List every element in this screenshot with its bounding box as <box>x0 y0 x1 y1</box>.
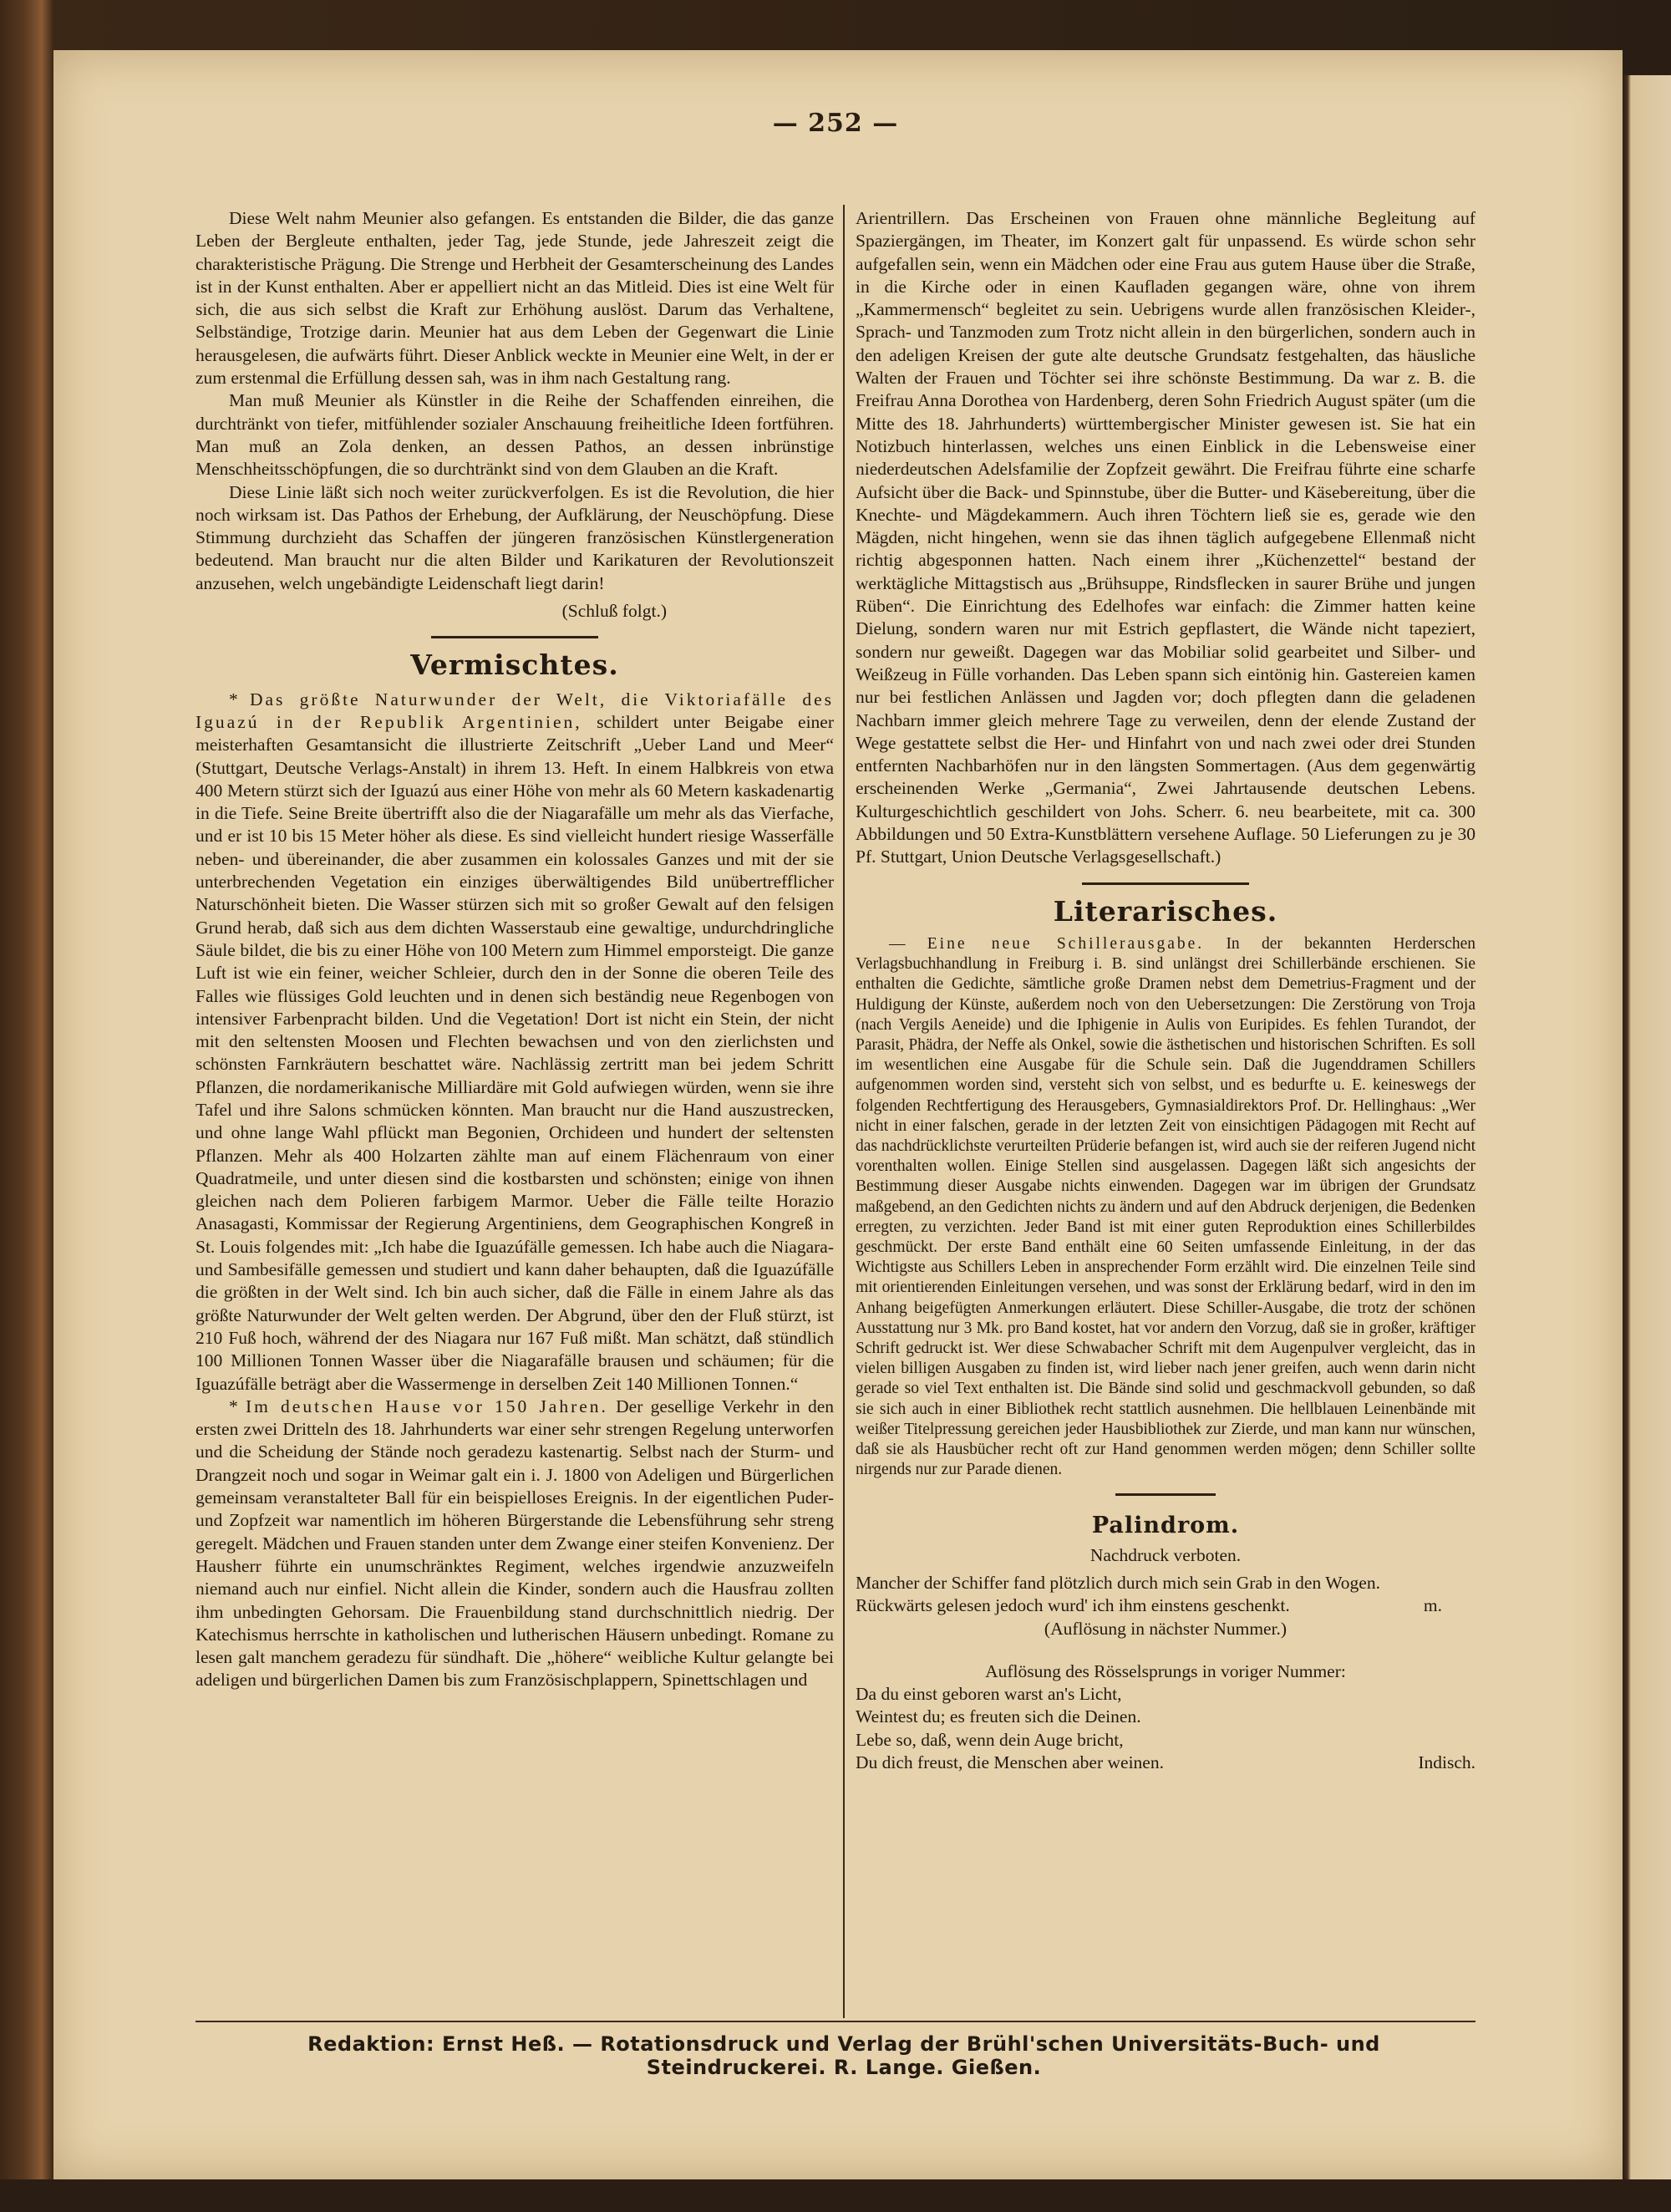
palindrom-line-2 <box>856 1594 1475 1617</box>
right-column <box>856 207 1475 1774</box>
loesung-next-note: (Auflösung in nächster Nummer.) <box>1044 1618 1288 1639</box>
palindrom-line-1: Mancher der Schiffer fand plötzlich durch mich sein Grab in den Wogen. <box>856 1572 1380 1593</box>
article-iguazu-body: schildert unter Beigabe einer meisterhaften Gesamtansicht die illustrierte Zeitschrift „Ueber Land und Meer“ (Stuttgart, Deutsche Verlags-Anstalt) in ihrem 13. Heft. In einem Halbkreis von etwa 400 Metern stürzt sich der Iguazú aus einer Höhe von mehr als 60 Metern kaskadenartig in die Tiefe. Seine Breite übertrifft also die der Niagarafälle um mehr als das Vierfache, und er ist 10 bis 15 Meter höher als diese. Es sind vielleicht hundert riesige Wasserfälle neben- und übereinander, die aber zusammen ein kolossales Ganzes und mit der sie unterbrechenden Vegetation ein einziges überwältigendes Bild unübertrefflicher Naturschönheit bieten. Die Wasser stürzen sich mit so großer Gewalt auf den felsigen Grund herab, daß sich aus dem dichten Wasserstaub eine gewaltige, undurchdringliche Säule bildet, die bis zu einer Höhe von 100 Metern zum Himmel emporsteigt. Die ganze Luft ist wie ein feiner, weicher Schleier, durch den in der Sonne die oberen Teile des Falles wie flüssiges Gold leuchten und in denen sich beständig neue Regenbogen von intensiver Farbenpracht bilden. Und die Vegetation! Dort ist nicht ein Stein, der nicht mit den seltensten Moosen und Flechten bewachsen und von den zierlichsten und schönsten Farnkräutern beschattet wäre. Nachlässig zertritt man bei jedem Schritt Pflanzen, die nordamerikanische Milliardäre mit Gold aufwiegen würden, wenn sie ihre Tafel und ihre Salons schmücken könnten. Man braucht nur die Hand auszustrecken, und ohne lange Wahl pflückt man Begonien, Orchideen und hundert der seltensten Pflanzen. Mehr als 400 Holzarten zählte man auf einem Flächenraum von einer Quadratmeile, und unter diesen sind die kostbarsten und schönsten; einige von ihnen gleichen nach dem Polieren farbigem Marmor. Ueber die Fälle teilte Horazio Anasagasti, Kommissar der Regierung Argentiniens, dem Geographischen Kongreß in St. Louis folgendes mit: „Ich habe die Iguazúfälle gemessen. Ich habe auch die Niagara- und Sambesifälle gemessen und studiert und kann daher behaupten, daß die Iguazúfälle die größten in der Welt sind. Ich bin auch sicher, daß die Fälle in einem Jahre als das größte Naturwunder der Welt gelten werden. Der Abgrund, über den der Fluß stürzt, ist 210 Fuß hoch, während der des Niagara nur 167 Fuß mißt. Man schätzt, daß stündlich 100 Millionen Tonnen Wasser über die Niagarafälle brausen und schäumen; für die Iguazúfälle beträgt aber die Wassermenge in derselben Zeit 140 Millionen Tonnen.“ <box>196 711 834 1394</box>
article-schillerausgabe: — Eine neue Schillerausgabe. In der bekannten Herderschen Verlagsbuchhandlung in Freiburg i. B. sind unlängst drei Schillerbände erschienen. Sie enthalten die Gedichte, sämtliche große Dramen nebst dem Demetrius-Fragment und der Huldigung der Künste, außerdem noch von den Uebersetzungen: Die Zerstörung von Troja (nach Vergils Aeneide) und die Iphigenie in Aulis von Euripides. Es fehlen Turandot, der Parasit, Phädra, der Neffe als Onkel, sowie die ästhetischen und historischen Schriften. Es soll im wesentlichen eine Ausgabe für die Schule sein. Daß die Jugenddramen Schillers aufgenommen worden sind, versteht sich von selbst, und es bedurfte u. E. keineswegs der folgenden Rechtfertigung des Herausgebers, Gymnasialdirektors Prof. Dr. Hellinghaus: „Wer nicht in einer falschen, gerade in der letzten Zeit von einsichtigen Pädagogen mit Recht auf das nachdrücklichste verurteilten Prüderie befangen ist, wird auch sie der reiferen Jugend nicht vorenthalten wollen. Einige Stellen sind ausgelassen. Dagegen läßt sich angesichts der Bestimmung dieser Ausgabe nichts einwenden. Dagegen war im übrigen der Grundsatz maßgebend, an den Gedichten nichts zu ändern und auf den Abdruck derjenigen, die Bedenken erregten, zu verzichten. Jeder Band ist mit einer guten Reproduktion eines Schillerbildes geschmückt. Der erste Band enthält eine 60 Seiten umfassende Einleitung, in der das Wichtigste aus Schillers Leben in ansprechender Form erzählt wird. Die einzelnen Teile sind mit orientierenden Einleitungen versehen, und was sonst der Erklärung bedarf, wird in den im Anhang beigefügten Anmerkungen erläutert. Diese Schiller-Ausgabe, die trotz der schönen Ausstattung nur 3 Mk. pro Band kostet, hat vor andern den Vorzug, daß sie in großer, kräftiger Schrift gedruckt ist. Wer diese Schwabacher Schrift mit dem Augenpulver vergleicht, das in vielen billigen Ausgaben zu finden ist, wird lieber nach jener greifen, auch wenn darin nicht gerade so viel Text enthalten ist. Die Bände sind solid und geschmackvoll gebunden, so daß sie sich auch in einer Bibliothek recht stattlich ausnehmen. Die hellblauen Leinenbände mit weißer Titelpressung gereichen jeder Hausbibliothek zur Zierde, und man kann nur wünschen, daß sie als Hausbücher recht oft zur Hand genommen werden mögen; denn Schiller sollte nirgends nur zur Parade dienen. <box>856 934 1476 1479</box>
article-deutsches-haus-body: Der gesellige Verkehr in den ersten zwei Dritteln des 18. Jahrhunderts war einer sehr strengen Regelung unterworfen und die Scheidung der Stände noch geradezu kastenartig. Selbst nach der Sturm- und Drangzeit noch und sogar in Weimar galt ein i. J. 1800 von Adeligen und Bürgerlichen gemeinsam veranstalteter Ball für ein beispielloses Ereignis. In der eigentlichen Puder- und Zopfzeit war namentlich im höheren Bürgerstande die Lebensführung sehr streng geregelt. Mädchen und Frauen standen unter dem Zwange einer steifen Konvenienz. Der Hausherr führte ein unumschränktes Regiment, welches irgendwie anzuzweifeln niemand auch nur einfiel. Nicht allein die Kinder, sondern auch die Hausfrau zollten ihm unbedingten Gehorsam. Die Frauenbildung stand durchschnittlich niedrig. Der Katechismus herrschte in katholischen und lutherischen Häusern unbedingt. Romane zu lesen galt manchem geradezu für sündhaft. Die „höhere“ weibliche Kultur gelangte bei adeligen und bürgerlichen Damen bis zum Französischplappern, Spinettschlagen und <box>196 1396 835 1691</box>
footer-rule <box>196 2021 1475 2022</box>
page-number: — 252 — <box>772 109 899 138</box>
section-heading-literarisches: Literarisches. <box>1053 894 1278 928</box>
article-deutsches-haus: * Im deutschen Hause vor 150 Jahren. Der gesellige Verkehr in den ersten zwei Dritteln des 18. Jahrhunderts war einer sehr strengen Regelung unterworfen und die Scheidung der Stände noch geradezu kastenartig. Selbst nach der Sturm- und Drangzeit noch und sogar in Weimar galt ein i. J. 1800 von Adeligen und Bürgerlichen gemeinsam veranstalteter Ball für ein beispielloses Ereignis. In der eigentlichen Puder- und Zopfzeit war namentlich im höheren Bürgerstande die Lebensführung sehr streng geregelt. Mädchen und Frauen standen unter dem Zwange einer steifen Konvenienz. Der Hausherr führte ein unumschränktes Regiment, welches irgendwie anzuzweifeln niemand auch nur einfiel. Nicht allein die Kinder, sondern auch die Hausfrau zollten ihm unbedingten Gehorsam. Die Frauenbildung stand durchschnittlich niedrig. Der Katechismus herrschte in katholischen und lutherischen Häusern unbedingt. Romane zu lesen galt manchem geradezu für sündhaft. Die „höhere“ weibliche Kultur gelangte bei adeligen und bürgerlichen Damen bis zum Französischplappern, Spinettschlagen und <box>196 1396 835 1691</box>
article-iguazu: * Das größte Naturwunder der Welt, die Viktoriafälle des Iguazú in der Republik Argentinien, schildert unter Beigabe einer meisterhaften Gesamtansicht die illustrierte Zeitschrift „Ueber Land und Meer“ (Stuttgart, Deutsche Verlags-Anstalt) in ihrem 13. Heft. In einem Halbkreis von etwa 400 Metern stürzt sich der Iguazú aus einer Höhe von mehr als 60 Metern kaskadenartig in die Tiefe. Seine Breite übertrifft also die der Niagarafälle um mehr als das Vierfache, und er ist 10 bis 15 Meter höher als diese. Es sind vielleicht hundert riesige Wasserfälle neben- und übereinander, die aber zusammen ein kolossales Ganzes und mit der sie unterbrechenden Vegetation ein einziges überwältigendes Bild unübertrefflicher Naturschönheit bieten. Die Wasser stürzen sich mit so großer Gewalt auf den felsigen Grund herab, daß sich aus dem dichten Wasserstaub eine gewaltige, undurchdringliche Säule bildet, die bis zu einer Höhe von 100 Metern zum Himmel emporsteigt. Die ganze Luft ist wie ein feiner, weicher Schleier, durch den in der Sonne die oberen Teile des Falles wie flüssiges Gold leuchten und in denen sich beständig neue Regenbogen von intensiver Farbenpracht bilden. Und die Vegetation! Dort ist nicht ein Stein, der nicht mit den seltensten Moosen und Flechten bewachsen und von den zierlichsten und schönsten Farnkräutern beschattet wäre. Nachlässig zertritt man bei jedem Schritt Pflanzen, die nordamerikanische Milliardäre mit Gold aufwiegen würden, wenn sie ihre Tafel und ihre Salons schmücken könnten. Man braucht nur die Hand auszustrecken, und ohne lange Wahl pflückt man Begonien, Orchideen und hundert der seltensten Pflanzen. Mehr als 400 Holzarten zählte man auf einem Flächenraum von einer Quadratmeile, und unter diesen sind die kostbarsten und schönsten; einige von ihnen gleichen nach dem Polieren farbigem Marmor. Ueber die Fälle teilte Horazio Anasagasti, Kommissar der Regierung Argentiniens, dem Geographischen Kongreß in St. Louis folgendes mit: „Ich habe die Iguazúfälle gemessen. Ich habe auch die Niagara- und Sambesifälle gemessen und studiert und kann daher behaupten, daß die Iguazúfälle die größten in der Welt sind. Ich bin auch sicher, daß die Fälle in einem Jahre als das größte Naturwunder der Welt gelten werden. Der Abgrund, über den der Fluß stürzt, ist 210 Fuß hoch, während der des Niagara nur 167 Fuß mißt. Man schätzt, daß stündlich 100 Millionen Tonnen Wasser über die Niagarafälle brausen und schäumen; für die Iguazúfälle beträgt aber die Wassermenge in derselben Zeit 140 Millionen Tonnen.“ <box>196 689 834 1394</box>
poem-line-2: Weintest du; es freuten sich die Deinen. <box>856 1706 1141 1727</box>
loesung-title: Auflösung des Rösselsprungs in voriger Nummer: <box>985 1660 1346 1681</box>
intro-paragraph-1: Diese Welt nahm Meunier also gefangen. Es entstanden die Bilder, die das ganze Leben der Bergleute enthalten, jeder Tag, jede Stunde, jede Jahreszeit zeigt die charakteristische Prägung. Die Strenge und Herbheit der Gesamterscheinung des Landes ist in der Kunst enthalten. Aber er appelliert nicht an das Mitleid. Dies ist eine Welt für sich, die aus sich selbst die Kraft zur Erhöhung auslöst. Darum das Verhaltene, Selbständige, Trotzige darin. Meunier hat aus dem Leben der Gegenwart die Linie herausgelesen, die aufwärts führt. Dieser Anblick weckte in Meunier eine Welt, in der er zum erstenmal die Erfüllung dessen sah, was in ihm nach Gestaltung rang. <box>196 208 834 389</box>
poem-signature: Indisch. <box>1418 1752 1475 1773</box>
article-schillerausgabe-title: Eine neue Schillerausgabe. <box>927 934 1205 953</box>
next-page-edge <box>1623 75 1671 2212</box>
poem-line-1: Da du einst geboren warst an's Licht, <box>856 1684 1122 1705</box>
section-heading-vermischtes: Vermischtes. <box>410 648 619 682</box>
imprint-footer: Redaktion: Ernst Heß. — Rotationsdruck und Verlag der Brühl'schen Universitäts-Buch- und Steindruckerei. R. Lange. Gießen. <box>307 2032 1380 2079</box>
poem-line-3: Lebe so, daß, wenn dein Auge bricht, <box>856 1729 1124 1750</box>
section-rule <box>1082 882 1249 885</box>
palindrom-line-2-text: Rückwärts gelesen jedoch wurd' ich ihm einstens geschenkt. <box>856 1595 1290 1616</box>
section-rule <box>431 636 598 638</box>
poem-line-4-text: Du dich freust, die Menschen aber weinen. <box>856 1752 1164 1773</box>
intro-paragraph-3: Diese Linie läßt sich noch weiter zurückverfolgen. Es ist die Revolution, die hier noch wirksam ist. Das Pathos der Erhebung, der Aufklärung, der Neuschöpfung. Diese Stimmung durchzieht das Schaffen der jüngeren französischen Künstlergeneration bedeutend. Man braucht nur die alten Bilder und Karikaturen der Revolutionszeit anzusehen, welch ungebändigte Leidenschaft liegt darin! <box>196 481 834 593</box>
column-divider <box>843 205 845 2018</box>
poem-line-4 <box>856 1752 1475 1774</box>
palindrom-heading: Palindrom. <box>1091 1513 1240 1539</box>
left-column <box>196 207 834 1692</box>
article-deutsches-haus-title: Im deutschen Hause vor 150 Jahren. <box>245 1396 608 1416</box>
palindrom-signature: m. <box>1423 1595 1442 1616</box>
continued-note: (Schluß folgt.) <box>561 601 667 622</box>
article-iguazu-title: Das größte Naturwunder der Welt, die Viktoriafälle des Iguazú in der Republik Argentinien, <box>196 689 834 732</box>
section-rule <box>1115 1493 1216 1496</box>
intro-paragraph-2: Man muß Meunier als Künstler in die Reihe der Schaffenden einreihen, die durchtränkt von tiefer, mitfühlender sozialer Anschauung freiheitliche Ideen fortführen. Man muß an Zola denken, an dessen Pathos, an dessen inbrünstige Menschheitsschöpfungen, die so durchtränkt sind von dem Glauben an die Kraft. <box>196 390 834 480</box>
bottom-shadow <box>0 2179 1671 2212</box>
nachdruck-note: Nachdruck verboten. <box>1089 1544 1242 1565</box>
continuation-paragraph: Arientrillern. Das Erscheinen von Frauen ohne männliche Begleitung auf Spaziergängen, im Theater, im Konzert galt für unpassend. Es würde schon sehr aufgefallen sein, wenn ein Mädchen oder eine Frau aus gutem Hause über die Straße, in die Kirche oder in einen Kaufladen gegangen wäre, ohne von ihrem „Kammermensch“ begleitet zu sein. Uebrigens wurde allen französischen Kleider-, Sprach- und Tanzmoden zum Trotz nicht allein in den bürgerlichen, sondern auch in den adeligen Kreisen der gute alte deutsche Grundsatz festgehalten, das häusliche Walten der Frauen und Töchter sei ihre schönste Bestimmung. Da war z. B. die Freifrau Anna Dorothea von Hardenberg, deren Sohn Friedrich August später (um die Mitte des 18. Jahrhunderts) württembergischer Minister gewesen ist. Sie hat ein Notizbuch hinterlassen, welches uns einen Einblick in die Lebensweise einer niederdeutschen Adelsfamilie der Zopfzeit gewährt. Die Freifrau führte eine scharfe Aufsicht über die Back- und Spinnstube, über die Butter- und Käsebereitung, über die Knechte- und Mägdekammern. Auch ihren Töchtern ließ sie es, gerade wie den Mägden, nicht hingehen, wenn sie das ihnen täglich aufgegebene Ellenmaß nicht richtig abgesponnen hatten. Nach einem ihrer „Küchenzettel“ bestand der werktägliche Mittagstisch aus „Brühsuppe, Rindsflecken in saurer Brühe und jungen Rüben“. Die Einrichtung des Edelhofes war einfach: die Zimmer hatten keine Dielung, sondern waren nur mit Estrich gepflastert, die Wände nicht tapeziert, sondern nur geweißt. Dagegen war das Mobiliar solid gearbeitet und Silber- und Weißzeug in Fülle vorhanden. Das Leben spann sich eintönig hin. Gastereien kamen nur bei festlichen Anlässen und Jagden vor; doch pflegten dann die geladenen Nachbarn immer gleich mehrere Tage zu verweilen, denn der elende Zustand der Wege gestattete selbst die Her- und Hinfahrt von und nach zwei oder drei Stunden entfernten Nachbarhöfen nur in den längsten Sommertagen. (Aus dem gegenwärtig erscheinenden Werke „Germania“, Zwei Jahrtausende deutschen Lebens. Kulturgeschichtlich geschildert von Johs. Scherr. 6. neu bearbeitete, mit ca. 300 Abbildungen und 50 Extra-Kunstblättern versehene Auflage. 50 Lieferungen zu je 30 Pf. Stuttgart, Union Deutsche Verlagsgesellschaft.) <box>856 208 1475 867</box>
article-schillerausgabe-body: In der bekannten Herderschen Verlagsbuchhandlung in Freiburg i. B. sind unlängst drei Schillerbände erschienen. Sie enthalten die Gedichte, sämtliche große Dramen nebst dem Demetrius-Fragment und der Huldigung der Künste, außerdem noch von den Uebersetzungen: Die Zerstörung von Troja (nach Vergils Aeneide) und die Iphigenie in Aulis von Euripides. Es fehlen Turandot, der Parasit, Phädra, der Neffe als Onkel, sowie die ästhetischen und historischen Schriften. Es soll im wesentlichen eine Ausgabe für die Schule sein. Daß die Jugenddramen Schillers aufgenommen worden sind, versteht sich von selbst, und es bedurfte u. E. keineswegs der folgenden Rechtfertigung des Herausgebers, Gymnasialdirektors Prof. Dr. Hellinghaus: „Wer nicht in einer falschen, gerade in der letzten Zeit von einsichtigen Pädagogen mit Recht auf das nachdrücklichste verurteilten Prüderie befangen ist, wird auch sie der reiferen Jugend nicht vorenthalten wollen. Einige Stellen sind ausgelassen. Dagegen läßt sich angesichts der Bestimmung dieser Ausgabe nichts einwenden. Dagegen war im übrigen der Grundsatz maßgebend, an den Gedichten nichts zu ändern und auf den Abdruck derjenigen, die Bedenken erregten, zu verzichten. Jeder Band ist mit einer guten Reproduktion eines Schillerbildes geschmückt. Der erste Band enthält eine 60 Seiten umfassende Einleitung, in der das Wichtigste aus Schillers Leben in ansprechender Form erzählt wird. Die einzelnen Teile sind mit orientierenden Einleitungen versehen, und was sonst der Erklärung bedarf, wird in den im Anhang beigefügten Anmerkungen erläutert. Diese Schiller-Ausgabe, die trotz der schönen Ausstattung nur 3 Mk. pro Band kostet, hat vor andern den Vorzug, daß sie in großer, kräftiger Schrift gedruckt ist. Wer diese Schwabacher Schrift mit dem Augenpulver vergleicht, das in vielen billigen Ausgaben zu finden ist, wird lieber nach jener greifen, auch wenn darin nicht gerade so viel Text enthalten ist. Die Bände sind solid und geschmackvoll gebunden, so daß sie sich auch in einer Bibliothek recht stattlich ausnehmen. Die hellblauen Leinenbände mit weißer Titelpressung gereichen jeder Hausbibliothek zur Zierde, und man kann nur wünschen, daß sie als Hausbücher recht oft zur Hand genommen werden mögen; denn Schiller sollte nirgends nur zur Parade dienen. <box>856 934 1476 1479</box>
palindrom-riddle <box>856 1572 1475 1640</box>
